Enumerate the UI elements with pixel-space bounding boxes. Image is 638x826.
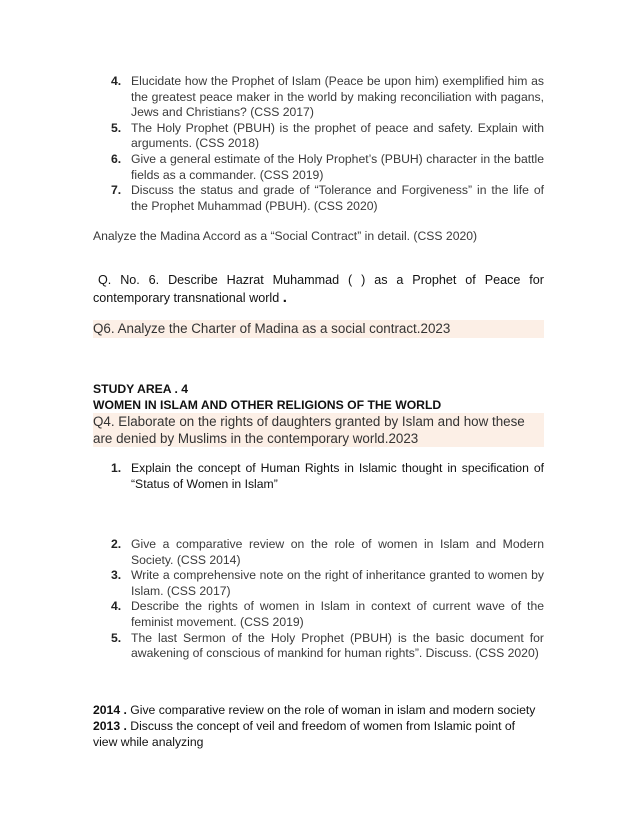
list-text: Elucidate how the Prophet of Islam (Peace be upon him) exemplified him as the greatest peace maker in the world by making reconciliation with pagans, Jews and Christians? (CSS 2017): [131, 74, 544, 120]
list-item: [111, 152, 544, 183]
list-text: Discuss the status and grade of “Tolerance and Forgiveness” in the life of the Prophet Muhammad (PBUH). (CSS 2020): [131, 183, 544, 213]
year-question-2014: [93, 703, 544, 719]
list-item: [111, 461, 544, 492]
list-text: The Holy Prophet (PBUH) is the prophet of peace and safety. Explain with arguments. (CSS 2018): [131, 120, 544, 151]
list-number: 6.: [111, 151, 122, 166]
q6-2023-highlight: Q6. Analyze the Charter of Madina as a social contract.2023: [93, 320, 544, 338]
list-number: 4.: [111, 74, 122, 88]
list-item: [111, 183, 544, 214]
list-number: 1.: [111, 461, 122, 475]
year-question-text: Give comparative review on the role of woman in islam and modern society: [126, 703, 536, 717]
list-item: [111, 568, 544, 599]
q6-end-mark: .: [282, 289, 287, 306]
year-question-2013: [93, 719, 533, 750]
list-item: [111, 121, 544, 152]
study-area-subheading: WOMEN IN ISLAM AND OTHER RELIGIONS OF THE WORLD: [93, 398, 442, 412]
year-label: 2013 .: [93, 719, 127, 733]
list-number: 5.: [111, 630, 122, 645]
list-item: [111, 631, 544, 662]
list-item: [111, 537, 544, 568]
study-area-heading: STUDY AREA . 4: [93, 382, 189, 396]
human-rights-question: [111, 461, 544, 492]
q6-prophet-of-peace: [93, 272, 544, 307]
list-number: 3.: [111, 568, 122, 583]
list-text: Write a comprehensive note on the right of inheritance granted to women by Islam. (CSS 2017): [131, 568, 544, 598]
list-text: Describe the rights of women in Islam in context of current wave of the feminist movement. (CSS 2019): [131, 599, 544, 629]
q4-2023-highlight: Q4. Elaborate on the rights of daughters granted by Islam and how these are denied by Muslims in the contemporary world.2023: [93, 413, 544, 447]
list-number: 2.: [111, 537, 122, 551]
list-text: Give a general estimate of the Holy Prophet’s (PBUH) character in the battle fields as a commander. (CSS 2019): [131, 151, 544, 182]
list-text: Give a comparative review on the role of women in Islam and Modern Society. (CSS 2014): [131, 537, 544, 567]
list-number: 4.: [111, 599, 122, 614]
list-number: 5.: [111, 120, 122, 135]
list-item: [111, 599, 544, 630]
list-item: [111, 74, 544, 121]
list-text: Explain the concept of Human Rights in Islamic thought in specification of “Status of Women in Islam”: [131, 461, 544, 491]
year-question-text: Discuss the concept of veil and freedom of women from Islamic point of view while analyzing: [93, 719, 516, 749]
year-label: 2014 .: [93, 703, 127, 717]
css-questions-list-women: [111, 537, 544, 662]
q6-text: Q. No. 6. Describe Hazrat Muhammad ( ) as a Prophet of Peace for contemporary transnational world: [93, 273, 544, 305]
list-number: 7.: [111, 183, 122, 198]
madina-accord-question: Analyze the Madina Accord as a “Social Contract” in detail. (CSS 2020): [93, 229, 478, 243]
list-text: The last Sermon of the Holy Prophet (PBUH) is the basic document for awakening of conscious of mankind for human rights”. Discuss. (CSS 2020): [131, 630, 544, 661]
css-questions-list-prophet: [111, 74, 544, 214]
